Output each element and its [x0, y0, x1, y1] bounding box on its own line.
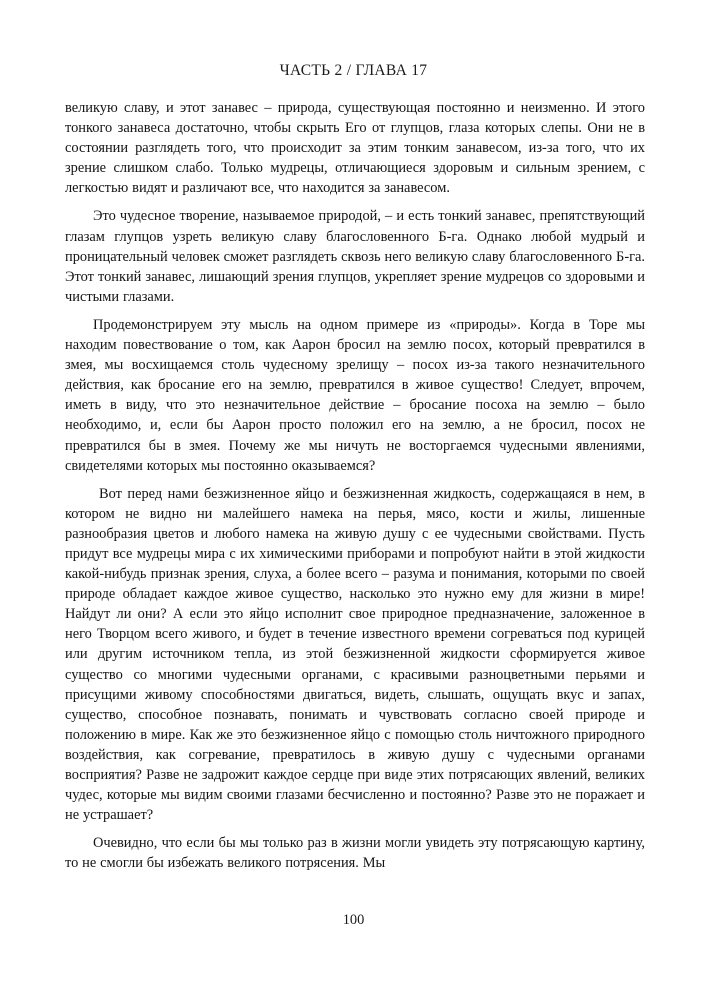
- paragraph-2: Это чудесное творение, называемое природой, – и есть тонкий занавес, препятствующий глазам глупцов узреть великую славу благословенного Б-га. Однако любой мудрый и проницательный человек сможет разглядеть сквозь него великую славу благословенного Б-га. Этот тонкий занавес, лишающий зрения глупцов, укрепляет зрение мудрецов со здоровыми и чистыми глазами.: [65, 208, 645, 305]
- page-number: 100: [342, 912, 365, 928]
- paragraph-3: Продемонстрируем эту мысль на одном примере из «природы». Когда в Торе мы находим повествование о том, как Аарон бросил на землю посох, который превратился в змея, мы восхищаемся столь чудесному зрелищу – посох из-за такого незначительного действия, как бросание его на землю, превратился в живое существо! Следует, впрочем, иметь в виду, что это незначительное действие – бросание посоха на землю – было необходимо, и, если бы Аарон просто положил его на землю, а не бросил, посох не превратился бы в змея. Почему же мы ничуть не восторгаемся чудесными явлениями, свидетелями которых мы постоянно оказываемся?: [65, 316, 645, 474]
- paragraph-1: великую славу, и этот занавес – природа, существующая постоянно и неизменно. И этого тонкого занавеса достаточно, чтобы скрыть Его от глупцов, глаза которых слепы. Они не в состоянии разглядеть того, что происходит за этим тонким занавесом, из-за того, что их зрение слишком слабо. Только мудрецы, отличающиеся здоровым и сильным зрением, с легкостью видят и различают все, что находится за занавесом.: [65, 100, 645, 197]
- paragraph-5: Очевидно, что если бы мы только раз в жизни могли увидеть эту потрясающую картину, то не смогли бы избежать великого потрясения. Мы: [65, 835, 645, 872]
- running-head: ЧАСТЬ 2 / ГЛАВА 17: [279, 62, 428, 79]
- body-text-block: [65, 98, 645, 873]
- paragraph-4: Вот перед нами безжизненное яйцо и безжизненная жидкость, содержащаяся в нем, в котором не видно ни малейшего намека на перья, мясо, кости и жилы, лишенные разнообразия цветов и любого намека на живую душу с ее чудесными свойствами. Пусть придут все мудрецы мира с их химическими приборами и попробуют найти в этой жидкости какой-нибудь признак зрения, слуха, а более всего – разума и понимания, которыми по своей природе обладает каждое живое существо, насколько это нужно ему для жизни в мире! Найдут ли они? А если это яйцо исполнит свое природное предназначение, заложенное в него Творцом всего живого, и будет в течение известного времени согреваться под курицей или другим источником тепла, из этой безжизненной жидкости сформируется живое существо со многими чудесными органами, с красивыми разноцветными перьями и присущими живому способностями двигаться, видеть, слышать, ощущать вкус и запах, существо, способное познавать, понимать и чувствовать согласно своей природе и положению в мире. Как же это безжизненное яйцо с помощью столь ничтожного природного воздействия, как согревание, превратилось в живую душу с чудесными органами восприятия? Разве не задрожит каждое сердце при виде этих потрясающих явлений, великих чудес, которые мы видим своими глазами бесчисленно и постоянно? Разве это не поражает и не устрашает?: [65, 485, 645, 824]
